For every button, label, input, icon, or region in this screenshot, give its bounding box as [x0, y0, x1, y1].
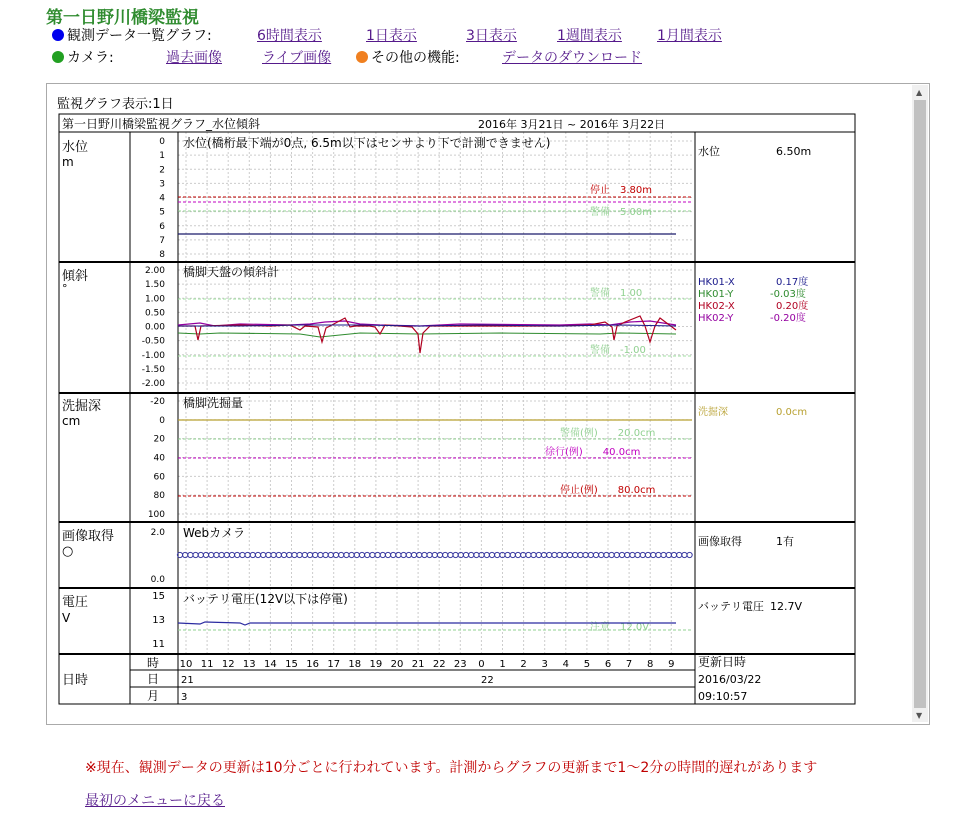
y-tick-label: -0.50 [141, 336, 165, 347]
image-legend-name: 画像取得 [698, 535, 742, 548]
update-notice: ※現在、観測データの更新は10分ごとに行われています。計測からグラフの更新まで1〜2分の時間的遅れがあります [85, 760, 818, 776]
link-data-download[interactable]: データのダウンロード [502, 50, 642, 66]
image-acquired-marker [583, 552, 588, 557]
hour-tick-label: 12 [221, 659, 235, 670]
voltage-legend-name: バッテリ電圧 [698, 600, 764, 613]
image-acquired-marker [682, 552, 687, 557]
image-acquired-marker [651, 552, 656, 557]
y-tick-label: 40 [153, 453, 165, 464]
water-stop-label: 停止 3.80m [590, 185, 653, 196]
y-tick-label: 0 [159, 137, 165, 147]
y-tick-label: 0 [159, 415, 165, 426]
tilt-legend-hk01y-name: HK01-Y [698, 289, 734, 300]
day-mid: 22 [481, 675, 494, 686]
hour-tick-label: 3 [541, 659, 548, 670]
image-caption: Webカメラ [183, 526, 246, 540]
y-tick-label: 1.50 [144, 280, 165, 291]
image-label: 画像取得 [62, 529, 115, 544]
image-acquired-marker [495, 552, 500, 557]
scroll-up-icon[interactable]: ▲ [916, 88, 923, 97]
voltage-caption: バッテリ電圧(12V以下は停電) [183, 592, 348, 606]
hour-tick-label: 2 [520, 659, 527, 670]
image-acquired-marker [567, 552, 572, 557]
image-acquired-marker [677, 552, 682, 557]
updated-time: 09:10:57 [698, 690, 748, 703]
y-tick-label: 1 [159, 151, 165, 162]
image-acquired-marker [396, 552, 401, 557]
updated-label: 更新日時 [698, 655, 747, 669]
hour-tick-label: 10 [179, 659, 193, 670]
voltage-tick-15: 15 [152, 591, 165, 602]
y-tick-label: 1.00 [144, 294, 165, 305]
y-tick-label: -1.00 [141, 350, 165, 361]
tilt-legend-hk01x-value: 0.17度 [776, 277, 809, 288]
back-to-menu-link[interactable]: 最初のメニューに戻る [85, 793, 225, 809]
hour-tick-label: 20 [390, 659, 404, 670]
image-acquired-marker [370, 552, 375, 557]
y-tick-label: 7 [159, 235, 165, 246]
hour-row-label: 時 [146, 656, 160, 670]
image-acquired-marker [307, 552, 312, 557]
image-acquired-marker [198, 552, 203, 557]
image-acquired-marker [292, 552, 297, 557]
image-acquired-marker [640, 552, 645, 557]
camera-nav-label: カメラ: [67, 50, 114, 66]
water-legend-value: 6.50m [776, 145, 812, 158]
hour-tick-label: 17 [327, 659, 341, 670]
image-acquired-marker [448, 552, 453, 557]
y-tick-label: 2.00 [144, 266, 165, 276]
link-live-image[interactable]: ライブ画像 [262, 50, 332, 66]
image-acquired-marker [531, 552, 536, 557]
hour-tick-label: 23 [453, 659, 467, 670]
image-tick-max: 2.0 [150, 528, 165, 538]
link-1w[interactable]: 1週間表示 [557, 28, 622, 44]
series-hk01-y [178, 333, 676, 337]
chart-title: 第一日野川橋梁監視グラフ_水位傾斜 [62, 117, 261, 131]
y-tick-label: 20 [153, 434, 165, 445]
image-acquired-marker [193, 552, 198, 557]
image-acquired-marker [359, 552, 364, 557]
graph-nav-label: 観測データ一覧グラフ: [67, 28, 212, 44]
tilt-legend-hk01x-name: HK01-X [698, 277, 735, 288]
image-acquired-marker [240, 552, 245, 557]
link-6h[interactable]: 6時間表示 [257, 28, 322, 44]
other-nav-label: その他の機能: [371, 50, 460, 66]
image-acquired-marker [552, 552, 557, 557]
image-acquired-marker [203, 552, 208, 557]
image-acquired-marker [557, 552, 562, 557]
link-3d[interactable]: 3日表示 [466, 28, 517, 44]
month-row-label: 月 [146, 689, 160, 703]
image-acquired-marker [328, 552, 333, 557]
scour-caption: 橋脚洗掘量 [183, 396, 244, 410]
image-acquired-marker [209, 552, 214, 557]
voltage-tick-13: 13 [152, 615, 165, 626]
image-acquired-marker [406, 552, 411, 557]
y-tick-label: 0.00 [144, 322, 165, 333]
image-acquired-marker [604, 552, 609, 557]
page-title: 第一日野川橋梁監視 [46, 8, 199, 28]
image-acquired-marker [437, 552, 442, 557]
tilt-legend-hk02x-value: 0.20度 [776, 301, 809, 312]
y-tick-label: 3 [159, 179, 165, 190]
image-mark: ○ [62, 544, 74, 559]
y-tick-label: 60 [153, 472, 165, 483]
y-tick-label: 2 [159, 165, 165, 176]
image-tick-min: 0.0 [150, 575, 165, 585]
water-legend-name: 水位 [698, 145, 720, 158]
image-acquired-marker [599, 552, 604, 557]
tilt-unit: ° [62, 282, 68, 295]
scroll-down-icon[interactable]: ▼ [916, 711, 923, 720]
image-acquired-marker [474, 552, 479, 557]
image-acquired-marker [515, 552, 520, 557]
y-tick-label: -2.00 [141, 379, 165, 389]
image-acquired-marker [526, 552, 531, 557]
tilt-legend-hk02y-name: HK02-Y [698, 313, 734, 324]
hour-tick-label: 6 [604, 659, 612, 670]
water-warn-label: 警備 5.00m [590, 207, 653, 218]
hour-tick-label: 21 [411, 659, 425, 670]
image-acquired-marker [391, 552, 396, 557]
graph-display-title: 監視グラフ表示:1日 [57, 97, 174, 112]
image-acquired-marker [313, 552, 318, 557]
image-acquired-marker [505, 552, 510, 557]
image-acquired-marker [375, 552, 380, 557]
hour-tick-label: 19 [369, 659, 383, 670]
image-acquired-marker [245, 552, 250, 557]
image-acquired-marker [271, 552, 276, 557]
image-acquired-marker [453, 552, 458, 557]
image-acquired-marker [541, 552, 546, 557]
image-acquired-marker [354, 552, 359, 557]
image-acquired-marker [297, 552, 302, 557]
image-acquired-marker [625, 552, 630, 557]
water-label: 水位 [62, 140, 89, 155]
image-acquired-marker [578, 552, 583, 557]
image-acquired-marker [422, 552, 427, 557]
y-tick-label: 6 [159, 221, 165, 232]
image-acquired-marker [645, 552, 650, 557]
image-acquired-marker [266, 552, 271, 557]
image-acquired-marker [593, 552, 598, 557]
tilt-legend-hk02y-value: -0.20度 [770, 313, 806, 324]
image-acquired-marker [302, 552, 307, 557]
updated-date: 2016/03/22 [698, 673, 762, 686]
image-acquired-marker [630, 552, 635, 557]
chart-date-range: 2016年 3月21日 ~ 2016年 3月22日 [478, 118, 666, 131]
image-acquired-marker [219, 552, 224, 557]
voltage-tick-11: 11 [152, 639, 165, 650]
image-acquired-marker [318, 552, 323, 557]
image-acquired-marker [365, 552, 370, 557]
image-legend-value: 1有 [776, 535, 794, 548]
image-acquired-marker [235, 552, 240, 557]
hour-tick-label: 1 [499, 659, 506, 670]
hour-tick-label: 0 [478, 659, 485, 670]
y-tick-label: 4 [159, 193, 165, 204]
voltage-label: 電圧 [62, 595, 89, 610]
image-acquired-marker [614, 552, 619, 557]
water-unit: m [62, 155, 74, 169]
tilt-legend-hk02x-name: HK02-X [698, 301, 735, 312]
scour-stop-label: 停止(例) 80.0cm [560, 485, 656, 496]
image-acquired-marker [536, 552, 541, 557]
link-1m[interactable]: 1月間表示 [657, 28, 722, 44]
image-acquired-marker [687, 552, 692, 557]
hour-tick-label: 7 [625, 659, 633, 670]
image-acquired-marker [224, 552, 229, 557]
hour-tick-label: 14 [264, 659, 277, 670]
scour-slow-label: 徐行(例) 40.0cm [545, 447, 641, 458]
tilt-label: 傾斜 [62, 269, 89, 284]
image-acquired-marker [349, 552, 354, 557]
y-tick-label: -1.50 [141, 364, 165, 375]
image-acquired-marker [261, 552, 266, 557]
image-acquired-marker [188, 552, 193, 557]
image-acquired-marker [635, 552, 640, 557]
image-acquired-marker [255, 552, 260, 557]
image-acquired-marker [609, 552, 614, 557]
image-acquired-marker [380, 552, 385, 557]
image-acquired-marker [510, 552, 515, 557]
day-start: 21 [181, 675, 194, 686]
hour-tick-label: 13 [242, 659, 256, 670]
image-acquired-marker [276, 552, 281, 557]
image-acquired-marker [443, 552, 448, 557]
water-caption: 水位(橋桁最下端が0点, 6.5m以下はセンサより下で計測できません) [183, 136, 551, 150]
image-acquired-marker [469, 552, 474, 557]
link-past-images[interactable]: 過去画像 [166, 50, 222, 66]
scour-legend-name: 洗掘深 [698, 407, 728, 418]
image-acquired-marker [417, 552, 422, 557]
y-tick-label: 0.50 [144, 308, 165, 319]
tilt-warn-pos-label: 警備 1.00 [590, 288, 643, 299]
image-acquired-marker [344, 552, 349, 557]
datetime-label: 日時 [62, 673, 89, 688]
image-acquired-marker [484, 552, 489, 557]
image-acquired-marker [214, 552, 219, 557]
scour-unit: cm [62, 414, 81, 428]
image-acquired-marker [588, 552, 593, 557]
link-1d[interactable]: 1日表示 [366, 28, 417, 44]
hour-tick-label: 11 [200, 659, 214, 670]
image-acquired-marker [229, 552, 234, 557]
image-acquired-marker [250, 552, 255, 557]
y-tick-label: 8 [159, 250, 165, 260]
image-acquired-marker [562, 552, 567, 557]
voltage-warn-label: 注意 12.0V [590, 622, 650, 633]
image-acquired-marker [573, 552, 578, 557]
hour-tick-label: 15 [285, 659, 298, 670]
tilt-warn-neg-label: 警備 -1.00 [590, 345, 646, 356]
image-acquired-marker [323, 552, 328, 557]
hour-tick-label: 8 [647, 659, 654, 670]
y-tick-label: 100 [147, 510, 165, 520]
image-acquired-marker [333, 552, 338, 557]
image-acquired-marker [463, 552, 468, 557]
image-acquired-marker [489, 552, 494, 557]
hour-tick-label: 18 [348, 659, 362, 670]
image-acquired-marker [656, 552, 661, 557]
hour-tick-label: 4 [562, 659, 569, 670]
image-acquired-marker [411, 552, 416, 557]
hour-tick-label: 9 [668, 659, 675, 670]
image-acquired-marker [287, 552, 292, 557]
image-acquired-marker [619, 552, 624, 557]
scour-label: 洗掘深 [62, 399, 102, 414]
image-acquired-marker [661, 552, 666, 557]
voltage-legend-value: 12.7V [770, 600, 803, 613]
voltage-unit: V [62, 611, 71, 625]
image-acquired-marker [339, 552, 344, 557]
y-tick-label: 5 [159, 207, 165, 218]
tilt-caption: 橋脚天盤の傾斜計 [183, 265, 280, 279]
scour-warn-label: 警備(例) 20.0cm [560, 428, 656, 439]
tilt-legend-hk01y-value: -0.03度 [770, 289, 806, 300]
hour-tick-label: 5 [583, 659, 591, 670]
scour-legend-value: 0.0cm [776, 407, 808, 418]
image-acquired-marker [666, 552, 671, 557]
image-acquired-marker [281, 552, 286, 557]
image-acquired-marker [547, 552, 552, 557]
image-acquired-marker [427, 552, 432, 557]
image-acquired-marker [671, 552, 676, 557]
hour-tick-label: 22 [432, 659, 446, 670]
image-acquired-marker [401, 552, 406, 557]
image-acquired-marker [432, 552, 437, 557]
month-value: 3 [181, 692, 188, 703]
image-acquired-marker [385, 552, 390, 557]
image-acquired-marker [183, 552, 188, 557]
y-tick-label: -20 [150, 397, 165, 407]
y-tick-label: 80 [153, 491, 165, 502]
day-row-label: 日 [146, 672, 160, 686]
hour-tick-label: 16 [306, 659, 319, 670]
